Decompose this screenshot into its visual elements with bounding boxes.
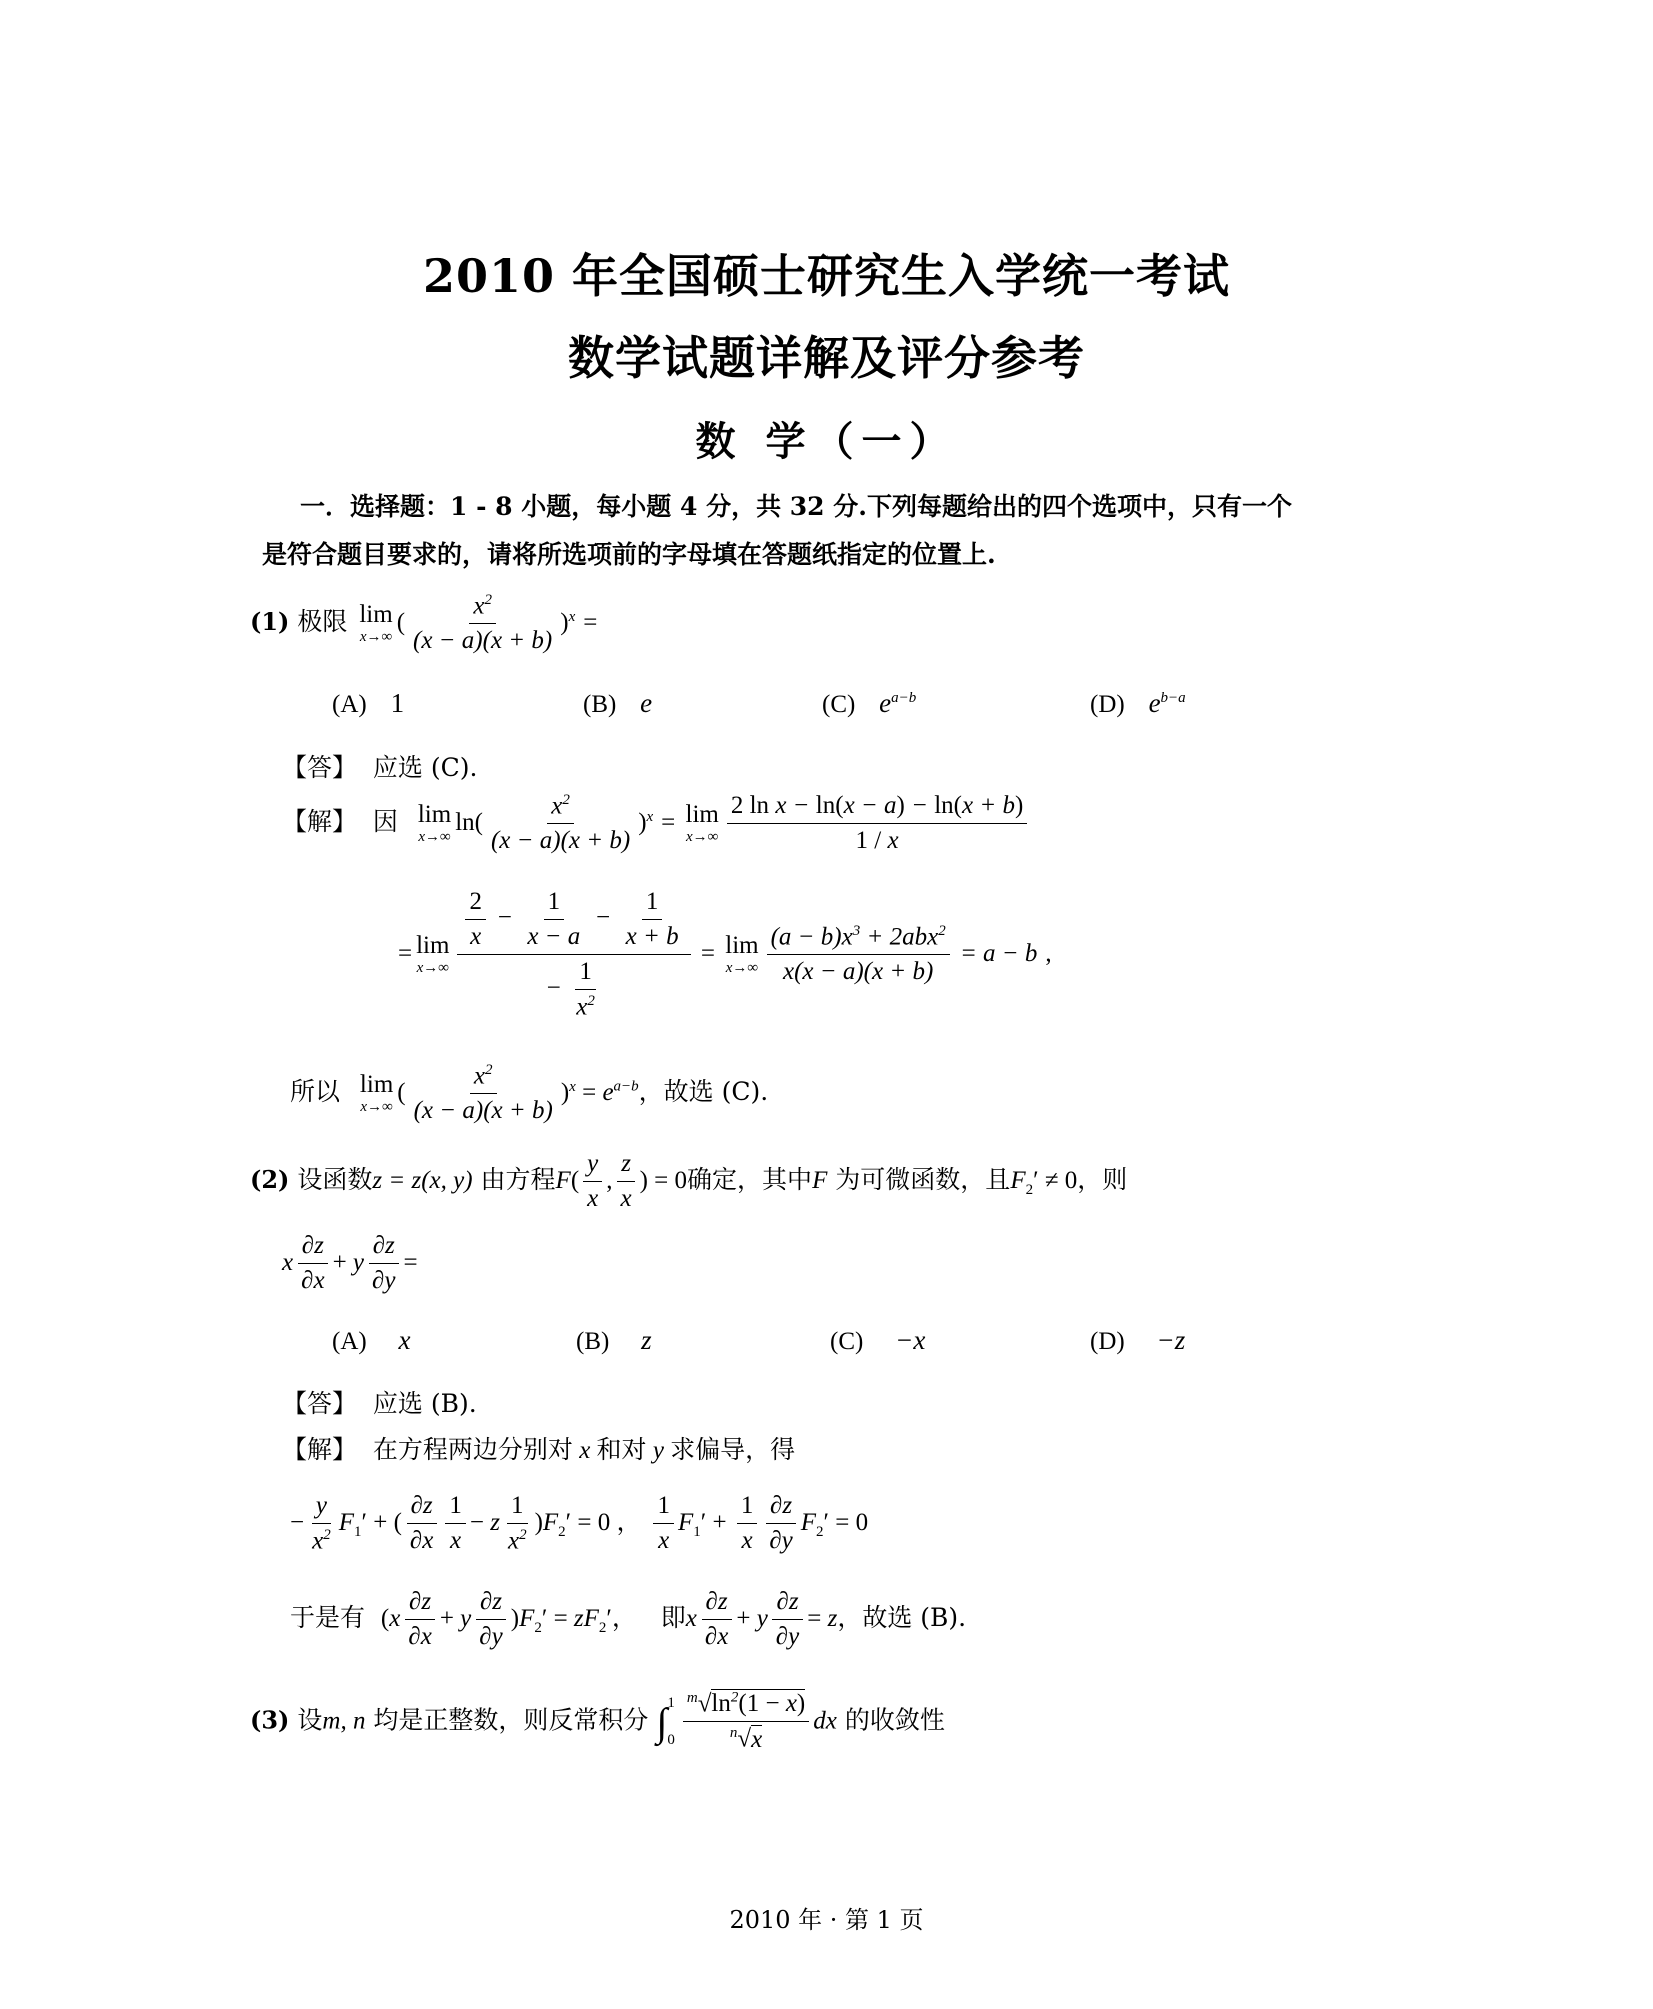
question-3-stem: (3) 设m, n 均是正整数，则反常积分 ∫ 1 0 $\frac{^m√\ln^2(1 - x)}{^n√x}$ dx 的收敛性 [250,1690,945,1753]
question-2-option-b: (B) z [576,1325,652,1355]
question-2-derivative-equations: − $\frac{y}{x^2}$ $F_1'$ + ( $\frac{\partial z}{\partial x}$ $\frac{1}{x}$ − z $\frac{1}{x^2}$ )$F_2' = 0$ ， $\frac{1}{x}$ $F_1'$ + $\frac{1}{x}$ $\frac{\partial z}{\partial y}$ $F_2' = 0$ [290,1492,869,1555]
question-2-stem: (2) 设函数z = z(x, y) 由方程F( $\frac{y}{x}$ , $\frac{z}{x}$ ) = 0确定，其中F 为可微函数，且$F_2' \ne 0$，则 [250,1150,1128,1212]
page-title-line1: 2010 年全国硕士研究生入学统一考试 [422,249,1231,303]
question-2-number: (2) [250,1165,290,1194]
question-1-prefix: 极限 [297,607,348,637]
question-1-stem: (1) 极限 lim x→∞ ( $\frac{x^2}{(x - a)(x + b)}$ )$^x$ = [250,592,598,655]
question-2-answer: 【答】 应选 (B). [282,1389,477,1418]
question-1-option-c: (C) $e^{a-b}$ [822,688,917,718]
question-2-option-d: (D) −z [1090,1325,1186,1355]
question-1-conclusion: 所以 lim x→∞ ( $\frac{x^2}{(x - a)(x + b)}$ )$^x = e^{a-b}$，故选 (C). [290,1062,769,1125]
question-2-option-c: (C) −x [830,1325,926,1355]
page-subject-title: 数 学（一） [695,418,958,465]
q1-fraction: $\frac{x^2}{(x - a)(x + b)}$ [413,592,553,655]
limit-operator: lim x→∞ [359,601,393,646]
question-1-solution-line1: 【解】 因 lim x→∞ ln( $\frac{x^2}{(x - a)(x + b)}$ )$^x$ = lim x→∞ $\frac{\text{2 ln x − ln(x − a) − ln(x + b)}}{1 / x}$ [282,792,1031,855]
question-1-option-b: (B) e [583,688,653,718]
page-title-line2: 数学试题详解及评分参考 [568,331,1085,385]
question-1-number: (1) [250,607,290,637]
section-instruction-line1: 一．选择题：1 - 8 小题，每小题 4 分，共 32 分.下列每题给出的四个选项中，只有一个 [300,492,1292,521]
question-2-expression: x $\frac{\partial z}{\partial x}$ + y $\frac{\partial z}{\partial y}$ = [282,1232,418,1294]
page-footer: 2010 年 · 第 1 页 [729,1906,924,1934]
section-instruction-line2: 是符合题目要求的，请将所选项前的字母填在答题纸指定的位置上. [262,540,996,569]
question-3-number: (3) [250,1705,290,1735]
question-1-answer: 【答】 应选 (C). [282,753,478,782]
question-2-conclusion: 于是有 (x $\frac{\partial z}{\partial x}$ + y $\frac{\partial z}{\partial y}$ )$F_2' = zF_2'$， 即x $\frac{\partial z}{\partial x}$ + y $\frac{\partial z}{\partial y}$ = z，故选 (B). [290,1588,967,1650]
question-1-option-a: (A) 1 [332,688,405,718]
question-1-option-d: (D) $e^{b-a}$ [1090,688,1186,718]
question-2-option-a: (A) x [332,1325,411,1355]
question-1-solution-line2: = lim x→∞ $\frac{2}{x}$ − $\frac{1}{x - a}$ − $\frac{1}{x + b}$ − $\frac{1}{x^2}$ = lim x→∞ $\frac{(a - b)x^3 + 2abx^2}{x(x - a)(x + b)}$ = a − b , [398,888,1052,1021]
question-2-solution-intro: 【解】 在方程两边分别对 x 和对 y 求偏导，得 [282,1435,796,1464]
